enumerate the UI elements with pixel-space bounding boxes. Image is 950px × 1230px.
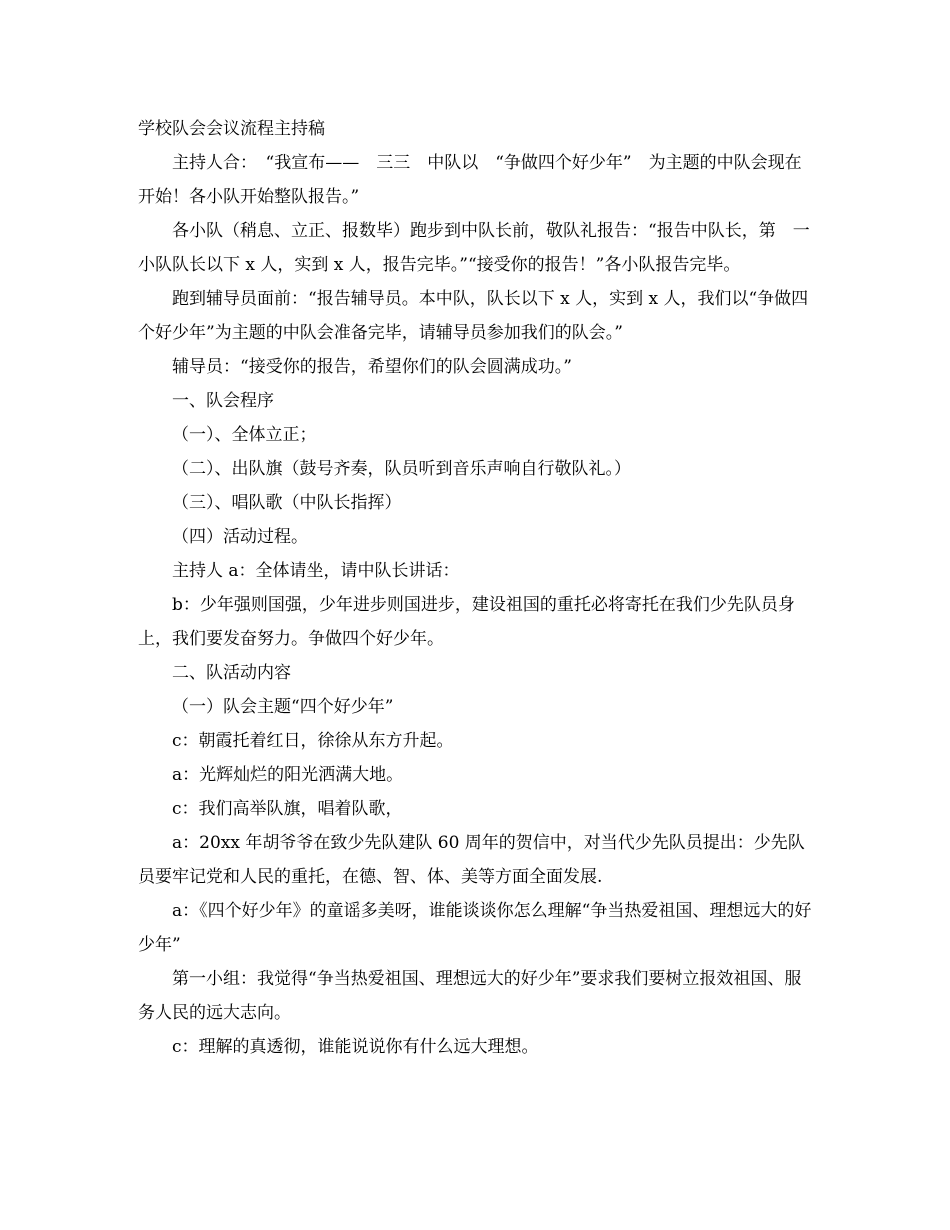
list-item: （三）、唱队歌（中队长指挥）	[172, 493, 402, 513]
paragraph: a：20xx 年胡爷爷在致少先队建队 60 周年的贺信中，对当代少先队员提出：少先队员要牢记党和人民的重托，在德、智、体、美等方面全面发展.	[138, 833, 805, 887]
paragraph: 第一小组：我觉得“争当热爱祖国、理想远大的好少年”要求我们要树立报效祖国、服务人民的远大志向。	[138, 969, 802, 1023]
list-item: （二）、出队旗（鼓号齐奏，队员听到音乐声响自行敬队礼。）	[172, 459, 631, 479]
section-heading: 一、队会程序	[172, 391, 274, 411]
section-heading: 二、队活动内容	[172, 663, 291, 683]
paragraph: 各小队（稍息、立正、报数毕）跑步到中队长前，敬队礼报告：“报告中队长，第 一 小队队长以下 x 人，实到 x 人，报告完毕。”“接受你的报告！”各小队报告完毕。	[138, 221, 827, 275]
document-body	[138, 112, 827, 1064]
list-item: （四）活动过程。	[172, 527, 308, 547]
paragraph: c：理解的真透彻，谁能说说你有什么远大理想。	[172, 1037, 539, 1057]
paragraph: c：朝霞托着红日，徐徐从东方升起。	[172, 731, 454, 751]
list-item: （一）、全体立正；	[172, 425, 317, 445]
paragraph: 主持人 a：全体请坐，请中队长讲话：	[172, 561, 460, 581]
subsection-heading: （一）队会主题“四个好少年”	[172, 697, 394, 717]
paragraph: b：少年强则国强，少年进步则国进步，建设祖国的重托必将寄托在我们少先队员身上，我们要发奋努力。争做四个好少年。	[138, 595, 795, 649]
document-title: 学校队会会议流程主持稿	[138, 119, 325, 139]
paragraph: 跑到辅导员面前：“报告辅导员。本中队，队长以下 x 人，实到 x 人，我们以“争做四个好少年”为主题的中队会准备完毕，请辅导员参加我们的队会。”	[138, 289, 809, 343]
paragraph: a：光辉灿烂的阳光洒满大地。	[172, 765, 404, 785]
paragraph: 主持人合： “我宣布—— 三三 中队以 “争做四个好少年” 为主题的中队会现在开始！各小队开始整队报告。”	[138, 153, 802, 207]
paragraph: c：我们高举队旗，唱着队歌，	[172, 799, 403, 819]
paragraph: 辅导员：“接受你的报告，希望你们的队会圆满成功。”	[172, 357, 572, 377]
paragraph: a：《四个好少年》的童谣多美呀，谁能谈谈你怎么理解“争当热爱祖国、理想远大的好少年”	[138, 901, 812, 955]
